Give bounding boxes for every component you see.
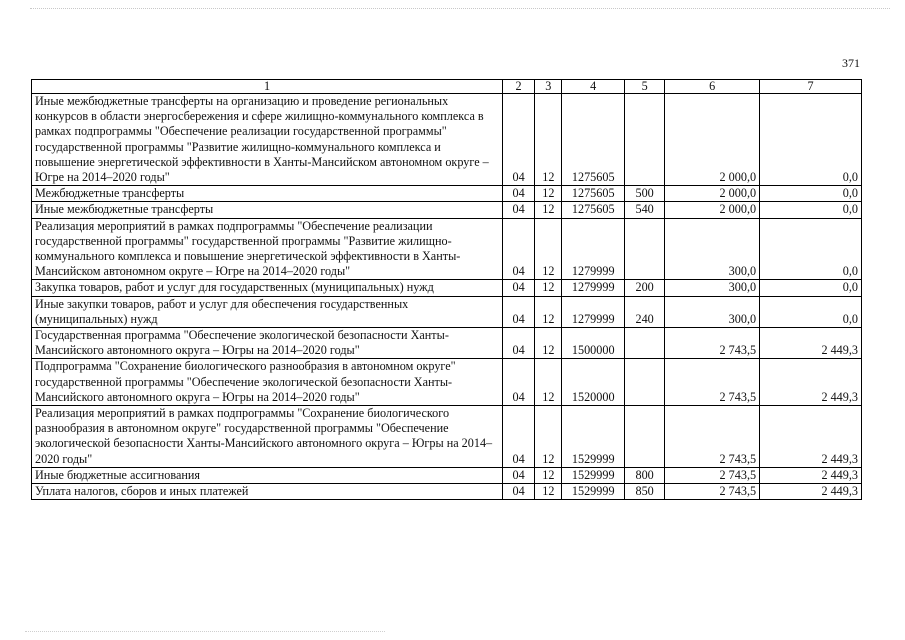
row-subsection: 12 (535, 186, 562, 202)
row-section: 04 (502, 94, 534, 186)
row-expense-type (624, 218, 664, 280)
row-section: 04 (502, 328, 534, 359)
row-expense-type: 850 (624, 484, 664, 500)
row-amount-2: 0,0 (760, 186, 862, 202)
row-amount-1: 300,0 (665, 218, 760, 280)
table-row (32, 296, 862, 327)
table-row (32, 467, 862, 483)
table-row (32, 218, 862, 280)
row-subsection: 12 (535, 484, 562, 500)
row-amount-2: 0,0 (760, 218, 862, 280)
table-row (32, 280, 862, 296)
header-col-5: 5 (624, 80, 664, 94)
row-amount-1: 2 743,5 (665, 484, 760, 500)
row-subsection: 12 (535, 467, 562, 483)
table-row (32, 202, 862, 218)
row-expense-type (624, 94, 664, 186)
row-expense-type: 800 (624, 467, 664, 483)
row-target-article: 1520000 (562, 359, 625, 406)
row-amount-2: 0,0 (760, 202, 862, 218)
row-amount-1: 2 000,0 (665, 186, 760, 202)
row-amount-1: 2 000,0 (665, 202, 760, 218)
row-amount-2: 2 449,3 (760, 359, 862, 406)
row-subsection: 12 (535, 328, 562, 359)
row-subsection: 12 (535, 359, 562, 406)
row-amount-1: 300,0 (665, 280, 760, 296)
header-col-2: 2 (502, 80, 534, 94)
row-target-article: 1275605 (562, 202, 625, 218)
header-col-3: 3 (535, 80, 562, 94)
row-target-article: 1279999 (562, 280, 625, 296)
row-name: Межбюджетные трансферты (32, 186, 503, 202)
row-subsection: 12 (535, 280, 562, 296)
row-amount-1: 300,0 (665, 296, 760, 327)
row-target-article: 1529999 (562, 406, 625, 468)
row-expense-type (624, 406, 664, 468)
row-name: Реализация мероприятий в рамках подпрограммы "Сохранение биологического разнообразия в автономном округе" государственной программы "Обеспечение экологической безопасности Ханты-Мансийского автономного округа – Югры на 2014–2020 годы" (32, 406, 503, 468)
row-amount-1: 2 743,5 (665, 467, 760, 483)
row-name: Реализация мероприятий в рамках подпрограммы "Обеспечение реализации государственной программы" государственной программы "Развитие жилищно-коммунального комплекса и повышение энергетической эффективности в Ханты-Мансийском автономном округе – Югре на 2014–2020 годы" (32, 218, 503, 280)
row-name: Государственная программа "Обеспечение экологической безопасности Ханты-Мансийского автономного округа – Югры на 2014–2020 годы" (32, 328, 503, 359)
table-row (32, 359, 862, 406)
row-section: 04 (502, 202, 534, 218)
header-col-4: 4 (562, 80, 625, 94)
row-amount-1: 2 743,5 (665, 406, 760, 468)
header-col-1: 1 (32, 80, 503, 94)
row-target-article: 1529999 (562, 484, 625, 500)
row-expense-type: 200 (624, 280, 664, 296)
row-target-article: 1275605 (562, 94, 625, 186)
scan-artifact-top (30, 8, 890, 13)
row-section: 04 (502, 359, 534, 406)
row-section: 04 (502, 484, 534, 500)
row-name: Подпрограмма "Сохранение биологического разнообразия в автономном округе" государственной программы "Обеспечение экологической безопасности Ханты-Мансийского автономного округа – Югры на 2014–2020 годы" (32, 359, 503, 406)
row-subsection: 12 (535, 406, 562, 468)
row-amount-2: 2 449,3 (760, 467, 862, 483)
row-amount-1: 2 000,0 (665, 94, 760, 186)
row-name: Иные бюджетные ассигнования (32, 467, 503, 483)
page-number: 371 (842, 56, 860, 70)
row-amount-2: 0,0 (760, 296, 862, 327)
row-target-article: 1500000 (562, 328, 625, 359)
row-name: Уплата налогов, сборов и иных платежей (32, 484, 503, 500)
row-name: Иные межбюджетные трансферты (32, 202, 503, 218)
row-amount-1: 2 743,5 (665, 328, 760, 359)
row-expense-type: 240 (624, 296, 664, 327)
row-amount-2: 2 449,3 (760, 406, 862, 468)
budget-table (31, 79, 862, 500)
header-col-7: 7 (760, 80, 862, 94)
row-section: 04 (502, 218, 534, 280)
row-section: 04 (502, 296, 534, 327)
row-expense-type: 540 (624, 202, 664, 218)
row-expense-type (624, 359, 664, 406)
row-section: 04 (502, 406, 534, 468)
row-subsection: 12 (535, 94, 562, 186)
row-expense-type: 500 (624, 186, 664, 202)
row-name: Иные закупки товаров, работ и услуг для обеспечения государственных (муниципальных) нужд (32, 296, 503, 327)
table-row (32, 406, 862, 468)
table-row (32, 328, 862, 359)
header-col-6: 6 (665, 80, 760, 94)
row-subsection: 12 (535, 218, 562, 280)
row-target-article: 1529999 (562, 467, 625, 483)
row-target-article: 1279999 (562, 296, 625, 327)
row-subsection: 12 (535, 202, 562, 218)
row-amount-2: 2 449,3 (760, 484, 862, 500)
row-amount-2: 2 449,3 (760, 328, 862, 359)
table-row (32, 94, 862, 186)
row-name: Закупка товаров, работ и услуг для государственных (муниципальных) нужд (32, 280, 503, 296)
row-amount-1: 2 743,5 (665, 359, 760, 406)
table-body (32, 94, 862, 500)
row-subsection: 12 (535, 296, 562, 327)
row-expense-type (624, 328, 664, 359)
header-row (32, 80, 862, 94)
row-section: 04 (502, 467, 534, 483)
row-target-article: 1279999 (562, 218, 625, 280)
row-target-article: 1275605 (562, 186, 625, 202)
table-row (32, 484, 862, 500)
table-row (32, 186, 862, 202)
row-amount-2: 0,0 (760, 280, 862, 296)
row-name: Иные межбюджетные трансферты на организацию и проведение региональных конкурсов в области энергосбережения и сфере жилищно-коммунального комплекса в рамках подпрограммы "Обеспечение реализации государственной программы" государственной программы "Развитие жилищно-коммунального комплекса и повышение энергетической эффективности в Ханты-Мансийском автономном округе – Югре на 2014–2020 годы" (32, 94, 503, 186)
row-amount-2: 0,0 (760, 94, 862, 186)
row-section: 04 (502, 280, 534, 296)
scan-artifact-bottom (25, 631, 385, 634)
row-section: 04 (502, 186, 534, 202)
